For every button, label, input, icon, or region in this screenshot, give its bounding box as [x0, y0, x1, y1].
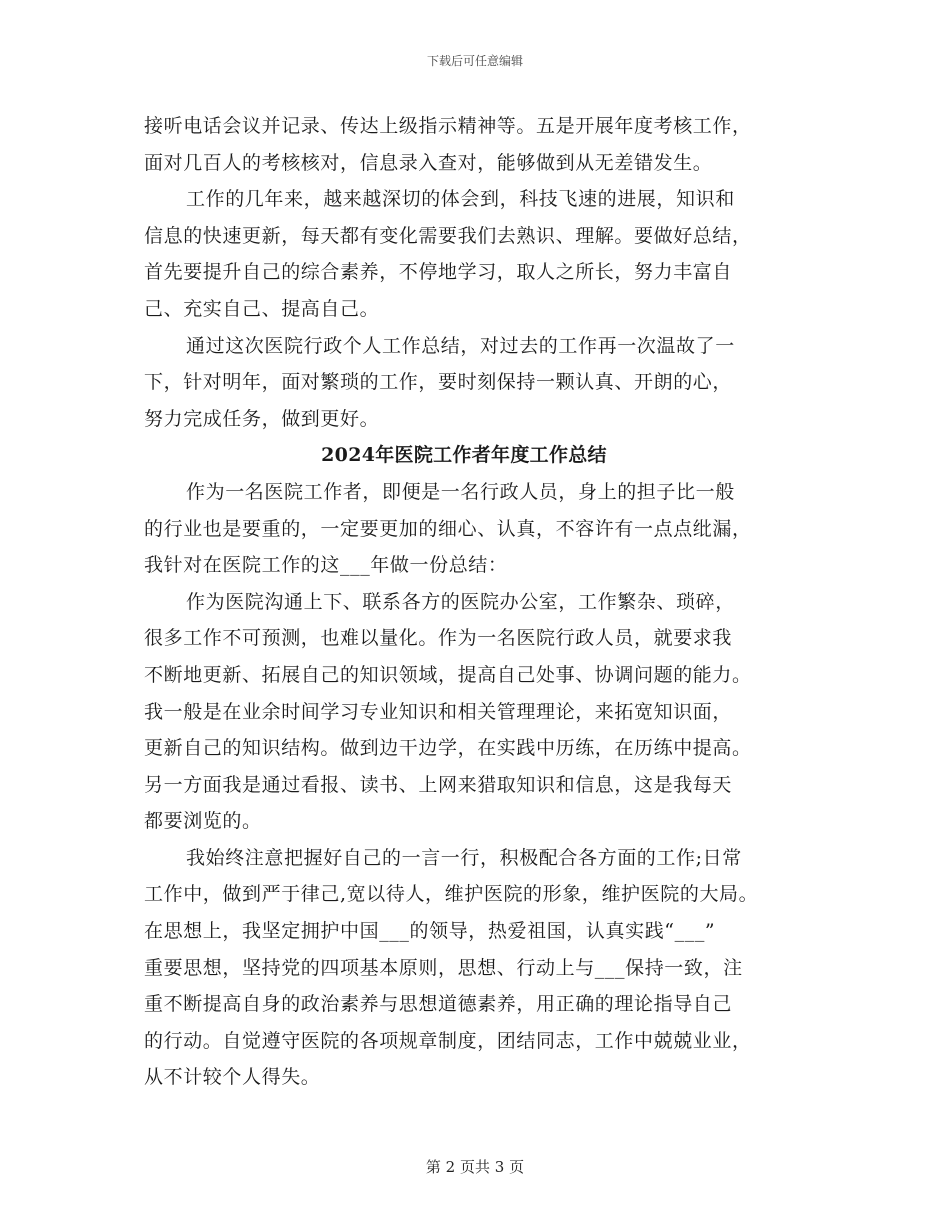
document-body: [144, 108, 808, 1096]
text-line: 不断地更新、拓展自己的知识领域，提高自己处事、协调问题的能力。: [144, 663, 752, 686]
text-line: 接听电话会议并记录、传达上级指示精神等。五是开展年度考核工作，: [144, 115, 752, 137]
text-line: 都要浏览的。: [144, 810, 262, 833]
text-line: 下，针对明年，面对繁琐的工作，要时刻保持一颗认真、开朗的心，: [144, 371, 733, 394]
paragraph-start: 通过这次医院行政个人工作总结，对过去的工作再一次温故了一: [186, 334, 735, 357]
text-line: 更新自己的知识结构。做到边干边学，在实践中历练，在历练中提高。: [144, 737, 752, 760]
text-line: 面对几百人的考核核对，信息录入查对，能够做到从无差错发生。: [144, 151, 713, 174]
paragraph-start: 作为医院沟通上下、联系各方的医院办公室，工作繁杂、琐碎，: [186, 590, 735, 613]
text-line: 信息的快速更新，每天都有变化需要我们去熟识、理解。要做好总结，: [144, 224, 752, 247]
text-line: 我一般是在业余时间学习专业知识和相关管理理论，来拓宽知识面，: [144, 700, 733, 723]
page-footer: 第 2 页共 3 页: [425, 1158, 525, 1176]
paragraph-start: 作为一名医院工作者，即便是一名行政人员，身上的担子比一般: [186, 480, 735, 503]
text-line: 的行动。自觉遵守医院的各项规章制度，团结同志，工作中兢兢业业，: [144, 1029, 752, 1052]
text-line: 在思想上，我坚定拥护中国___的领导，热爱祖国，认真实践“___”: [144, 920, 716, 943]
paragraph-start: 我始终注意把握好自己的一言一行，积极配合各方面的工作;日常: [186, 846, 742, 869]
page-header: 下载后可任意编辑: [426, 54, 523, 68]
text-line: 重不断提高自身的政治素养与思想道德素养，用正确的理论指导自己: [144, 993, 733, 1016]
text-line: 从不计较个人得失。: [144, 1066, 321, 1089]
text-line: 另一方面我是通过看报、读书、上网来猎取知识和信息，这是我每天: [144, 773, 733, 796]
text-line: 工作中，做到严于律己,宽以待人，维护医院的形象，维护医院的大局。: [144, 883, 759, 906]
text-line: 首先要提升自己的综合素养，不停地学习，取人之所长，努力丰富自: [144, 261, 733, 284]
text-line: 的行业也是要重的，一定要更加的细心、认真，不容许有一点点纰漏，: [144, 517, 752, 540]
paragraph-start: 工作的几年来，越来越深切的体会到，科技飞速的进展，知识和: [186, 188, 735, 211]
text-line: 己、充实自己、提高自己。: [144, 297, 380, 320]
text-line: 我针对在医院工作的这___年做一份总结：: [144, 554, 508, 577]
text-line: 努力完成任务，做到更好。: [144, 407, 380, 430]
section-title: 2024年医院工作者年度工作总结: [321, 444, 607, 467]
text-line: 很多工作不可预测，也难以量化。作为一名医院行政人员，就要求我: [144, 627, 733, 650]
text-line: 重要思想，坚持党的四项基本原则，思想、行动上与___保持一致，注: [144, 956, 743, 979]
